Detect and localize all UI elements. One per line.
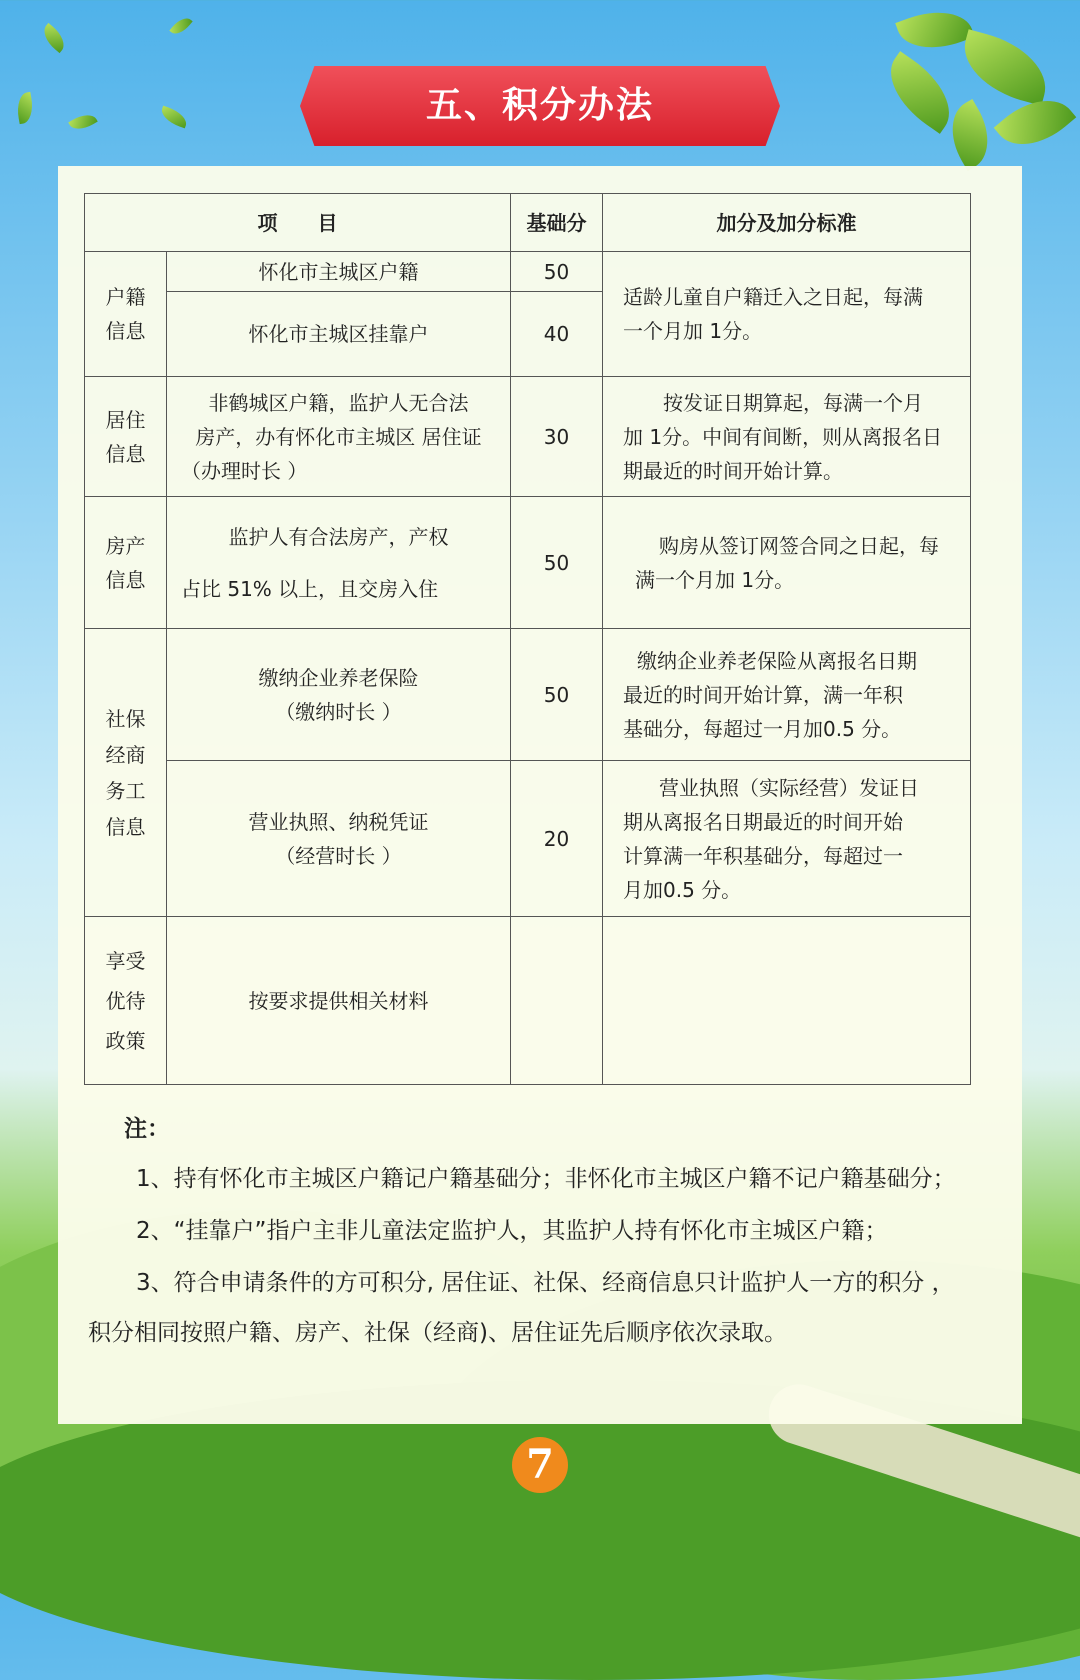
table-row [85,252,971,292]
item-label: 怀化市主城区挂靠户 [167,292,511,377]
category-text: 社保 [105,706,146,731]
bonus-standard [603,377,971,497]
category-text: 享受 [105,948,146,973]
category-text: 房产 [105,533,146,558]
base-score: 20 [511,761,603,917]
label-line: （办理时长 ） [181,458,308,483]
standard-line: 期最近的时间开始计算。 [623,458,843,483]
bonus-standard [603,497,971,629]
leaf-decoration [895,0,974,61]
category-text: 经商 [105,742,146,767]
base-score: 50 [511,252,603,292]
category-property [85,497,167,629]
label-line: 缴纳企业养老保险 [258,665,419,690]
standard-line: 加 1分。中间有间断，则从离报名日 [623,424,943,449]
leaf-decoration [68,109,98,134]
table-row [85,917,971,1085]
bonus-standard [603,252,971,377]
table-row [85,497,971,629]
category-text: 优待 [105,988,146,1013]
leaf-decoration [954,29,1055,105]
category-text: 信息 [105,567,146,592]
header-item: 项 目 [85,194,511,252]
bonus-standard [603,629,971,761]
category-social [85,629,167,917]
item-label [167,761,511,917]
category-hukou [85,252,167,377]
page-number-badge: 7 [512,1437,568,1493]
standard-line: 基础分，每超过一月加0.5 分。 [623,716,902,741]
leaf-decoration [158,106,189,129]
label-line: 占比 51% 以上，且交房入住 [181,576,439,601]
table-row [85,629,971,761]
item-label [167,497,511,629]
score-table [84,193,971,1085]
standard-line: 最近的时间开始计算，满一年积 [623,682,903,707]
label-line: （缴纳时长 ） [275,699,402,724]
label-line: 营业执照、纳税凭证 [248,809,429,834]
note-line: 1、持有怀化市主城区户籍记户籍基础分；非怀化市主城区户籍不记户籍基础分； [136,1166,956,1192]
item-label [167,377,511,497]
category-text: 政策 [105,1028,146,1053]
bonus-standard [603,761,971,917]
note-line: 积分相同按照户籍、房产、社保（经商)、居住证先后顺序依次录取。 [88,1320,787,1346]
base-score [511,917,603,1085]
label-line: 房产，办有怀化市主城区 居住证 [195,424,482,449]
standard-line: 计算满一年积基础分，每超过一 [623,843,903,868]
header-base-score: 基础分 [511,194,603,252]
label-line: 监护人有合法房产，产权 [228,524,449,549]
standard-line: 购房从签订网签合同之日起，每 [659,533,939,558]
category-text: 户籍 [105,285,146,309]
standard-line: 营业执照（实际经营）发证日 [659,775,919,800]
category-text: 务工 [105,778,146,803]
standard-line: 按发证日期算起，每满一个月 [663,390,923,415]
label-line: （经营时长 ） [275,843,402,868]
table-row [85,761,971,917]
standard-line: 满一个月加 1分。 [635,567,795,592]
title-ribbon [300,66,780,146]
item-label [167,629,511,761]
bonus-standard [603,917,971,1085]
item-label: 按要求提供相关材料 [167,917,511,1085]
leaf-decoration [15,92,36,124]
table-header-row [85,194,971,252]
standard-line: 月加0.5 分。 [623,877,742,902]
header-bonus-standard: 加分及加分标准 [603,194,971,252]
note-line: 2、“挂靠户”指户主非儿童法定监护人，其监护人持有怀化市主城区户籍； [136,1218,888,1244]
standard-line: 适龄儿童自户籍迁入之日起，每满 [623,285,923,309]
standard-line: 一个月加 1分。 [623,319,763,343]
category-text: 居住 [105,407,146,432]
note-line: 3、符合申请条件的方可积分, 居住证、社保、经商信息只计监护人一方的积分 ， [136,1270,955,1296]
base-score: 50 [511,497,603,629]
leaf-decoration [169,14,192,39]
category-policy [85,917,167,1085]
label-line: 非鹤城区户籍，监护人无合法 [208,390,469,415]
category-text: 信息 [105,319,146,343]
standard-line: 期从离报名日期最近的时间开始 [623,809,903,834]
notes-title: 注： [124,1116,170,1142]
base-score: 40 [511,292,603,377]
standard-line: 缴纳企业养老保险从离报名日期 [637,648,917,673]
table-row [85,377,971,497]
category-text: 信息 [105,441,146,466]
category-text: 信息 [105,814,146,839]
page-title: 五、积分办法 [425,85,654,126]
base-score: 30 [511,377,603,497]
base-score: 50 [511,629,603,761]
category-residence [85,377,167,497]
leaf-decoration [38,23,70,53]
item-label: 怀化市主城区户籍 [167,252,511,292]
